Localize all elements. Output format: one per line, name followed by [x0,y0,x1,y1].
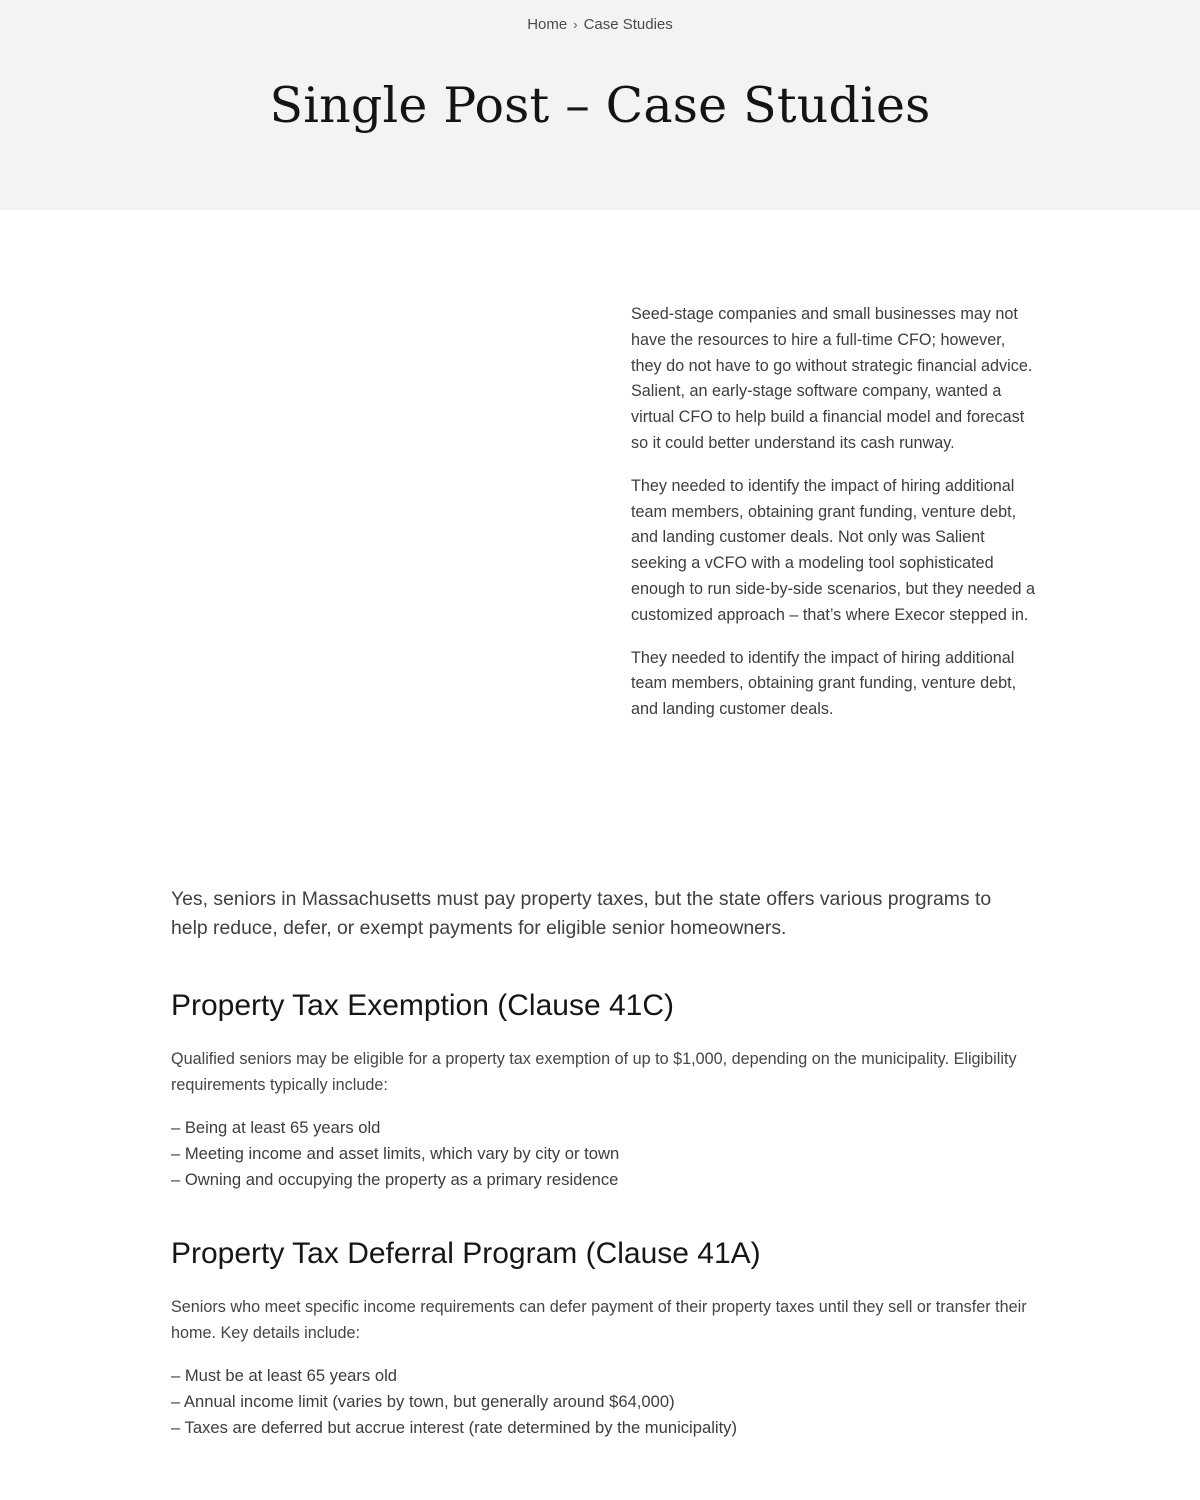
list-item: – Taxes are deferred but accrue interest (rate determined by the municipality) [171,1417,738,1437]
intro-paragraph: They needed to identify the impact of hiring additional team members, obtaining grant funding, venture debt, and landing customer deals. [631,648,1017,719]
intro-column [631,302,1036,740]
list-item: – Must be at least 65 years old [171,1366,397,1386]
page-hero [0,0,1200,210]
key-details-list [171,1363,1031,1440]
breadcrumb-home-link[interactable]: Home [527,16,568,33]
lead-paragraph: Yes, seniors in Massachusetts must pay property taxes, but the state offers various programs to help reduce, defer, or exempt payments for eligible senior homeowners. [171,888,992,939]
list-item: – Meeting income and asset limits, which vary by city or town [171,1143,620,1163]
intro-paragraph: They needed to identify the impact of hiring additional team members, obtaining grant funding, venture debt, and landing customer deals. Not only was Salient seeking a vCFO with a modeling tool sophisticated enough to run side-by-side scenarios, but they needed a customized approach – that’s where Execor stepped in. [631,476,1036,624]
list-item: – Owning and occupying the property as a primary residence [171,1169,619,1189]
list-item: – Being at least 65 years old [171,1118,381,1137]
section-body-deferral: Seniors who meet specific income requirements can defer payment of their property taxes until they sell or transfer their home. Key details include: [171,1298,1027,1343]
list-item: – Annual income limit (varies by town, but generally around $64,000) [171,1392,675,1412]
breadcrumb-current: Case Studies [583,16,673,33]
page-title: Single Post – Case Studies [269,77,931,134]
section-heading-deferral: Property Tax Deferral Program (Clause 41A) [171,1237,761,1271]
breadcrumb [0,14,1200,36]
chevron-right-icon: › [573,17,578,32]
intro-paragraph: Seed-stage companies and small businesses may not have the resources to hire a full-time CFO; however, they do not have to go without strategic financial advice. Salient, an early-stage software company, wanted a virtual CFO to help build a financial model and forecast so it could better understand its cash runway. [631,305,1033,452]
section-body-exemption: Qualified seniors may be eligible for a property tax exemption of up to $1,000, depending on the municipality. Eligibility requirements typically include: [171,1050,1017,1094]
eligibility-list [171,1115,1031,1192]
article-content [171,885,1031,1441]
section-heading-exemption: Property Tax Exemption (Clause 41C) [171,989,674,1022]
